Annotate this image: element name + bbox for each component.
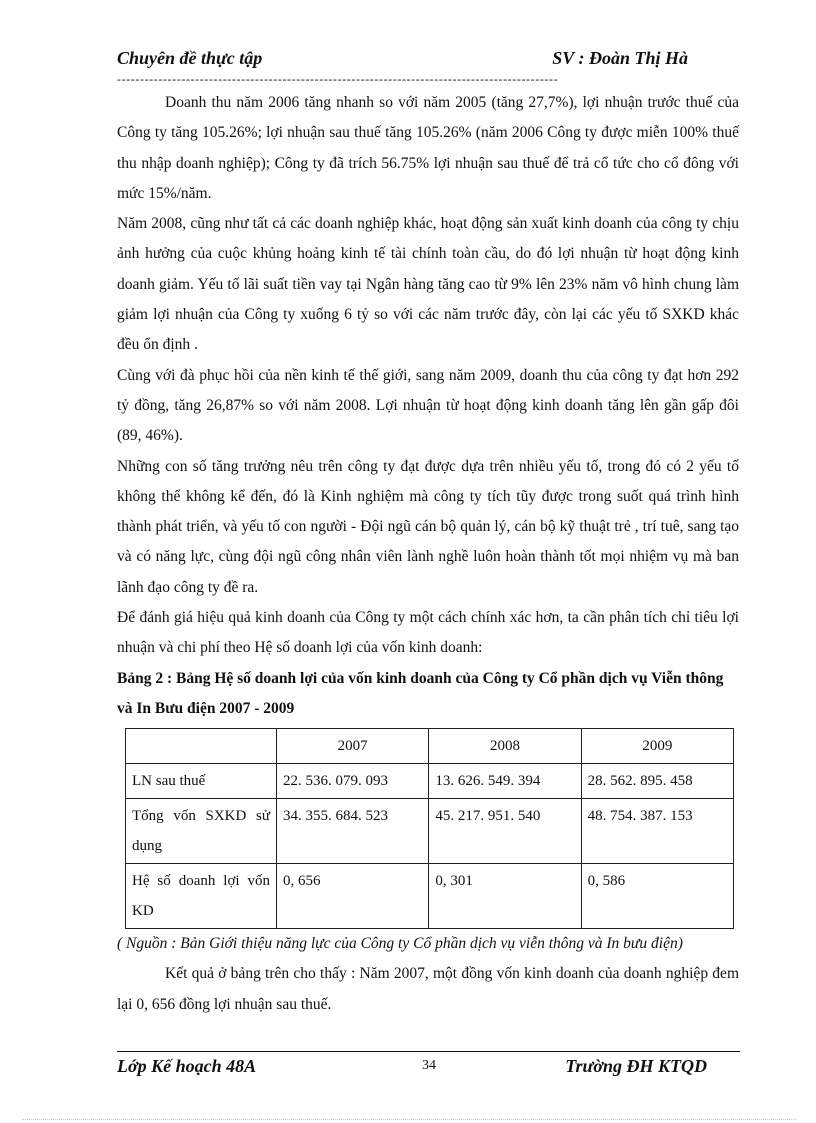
footer-rule <box>117 1051 740 1052</box>
table-cell: 22. 536. 079. 093 <box>277 764 429 799</box>
paragraph-2009: Cùng với đà phục hồi của nền kinh tế thế giới, sang năm 2009, doanh thu của công ty đạt hơn 292 tỷ đồng, tăng 26,87% so với năm 2008. Lợi nhuận từ hoạt động kinh doanh tăng lên gần gấp đôi (89, 46%). <box>117 366 739 445</box>
header-title: Chuyên đề thực tập <box>117 48 263 68</box>
paragraph-conclusion: Kết quả ở bảng trên cho thấy : Năm 2007, một đồng vốn kinh doanh của doanh nghiệp đem lại 0, 656 đồng lợi nhuận sau thuế. <box>117 965 739 1013</box>
table-header-row <box>126 729 734 764</box>
table-title: Bảng 2 : Bảng Hệ số doanh lợi của vốn kinh doanh của Công ty Cổ phần dịch vụ Viễn thông và In Bưu điện 2007 - 2009 <box>117 669 724 717</box>
row-label: LN sau thuế <box>126 764 277 799</box>
profitability-table <box>125 728 734 929</box>
footer-school: Trường ĐH KTQD <box>565 1056 707 1076</box>
table-cell: 0, 656 <box>277 864 429 929</box>
table-header-cell: 2007 <box>277 729 429 764</box>
table-header-cell: 2008 <box>429 729 581 764</box>
table-cell: 34. 355. 684. 523 <box>277 799 429 864</box>
paragraph-revenue-2006: Doanh thu năm 2006 tăng nhanh so với năm 2005 (tăng 27,7%), lợi nhuận trước thuế của Công ty tăng 105.26%; lợi nhuận sau thuế tăng 105.26% (năm 2006 Công ty được miễn 100% thuế thu nhập doanh nghiệp); Công ty đã trích 56.75% lợi nhuận sau thuế để trả cổ tức cho cổ đông với mức 15%/năm. <box>117 94 739 202</box>
table-header-cell <box>126 729 277 764</box>
table-cell: 0, 301 <box>429 864 581 929</box>
table-cell: 0, 586 <box>581 864 733 929</box>
table-source-note: ( Nguồn : Bản Giới thiệu năng lực của Công ty Cổ phần dịch vụ viễn thông và In bưu điện) <box>117 935 683 953</box>
page-footer <box>117 1056 707 1078</box>
row-label: Hệ số doanh lợi vốn KD <box>126 864 277 929</box>
table-row <box>126 764 734 799</box>
header-author: SV : Đoàn Thị Hà <box>552 48 688 68</box>
paragraph-analysis-intro: Để đánh giá hiệu quả kinh doanh của Công ty một cách chính xác hơn, ta cần phân tích chỉ tiêu lợi nhuận và chi phí theo Hệ số doanh lợi của vốn kinh doanh: <box>117 609 739 657</box>
header-rule: ------------------------------------------------------------------------------------------------ <box>117 72 559 86</box>
table-header-cell: 2009 <box>581 729 733 764</box>
page-header <box>117 48 688 72</box>
table-cell: 28. 562. 895. 458 <box>581 764 733 799</box>
row-label: Tổng vốn SXKD sử dụng <box>126 799 277 864</box>
table-cell: 13. 626. 549. 394 <box>429 764 581 799</box>
table-cell: 45. 217. 951. 540 <box>429 799 581 864</box>
paragraph-growth-factors: Những con số tăng trưởng nêu trên công ty đạt được dựa trên nhiều yếu tố, trong đó có 2 yếu tố không thể không kể đến, đó là Kinh nghiệm mà công ty tích tũy được trong suốt quá trình hình thành phát triển, và yếu tố con người - Đội ngũ cán bộ quản lý, cán bộ kỹ thuật trẻ , trí tuê, sang tạo và có năng lực, cùng đội ngũ công nhân viên lành nghề luôn hoàn thành tốt mọi nhiệm vụ mà ban lãnh đạo công ty đề ra. <box>117 457 739 596</box>
table-cell: 48. 754. 387. 153 <box>581 799 733 864</box>
page-body <box>117 88 739 1020</box>
paragraph-2008: Năm 2008, cũng như tất cả các doanh nghiệp khác, hoạt động sản xuất kinh doanh của công ty chịu ảnh hưởng của cuộc khủng hoảng kinh tế tài chính toàn cầu, do đó lợi nhuận từ hoạt động kinh doanh giảm. Yếu tố lãi suất tiền vay tại Ngân hàng tăng cao từ 9% lên 23% năm vô hình chung làm giảm lợi nhuận của Công ty xuống 6 tỷ so với các năm trước đây, còn lại các yếu tố SXKD khác đều ổn định . <box>117 215 739 354</box>
footer-class: Lớp Kế hoạch 48A <box>117 1056 257 1076</box>
page-edge-divider <box>22 1119 796 1120</box>
table-row <box>126 799 734 864</box>
table-row <box>126 864 734 929</box>
page-number: 34 <box>422 1058 436 1073</box>
